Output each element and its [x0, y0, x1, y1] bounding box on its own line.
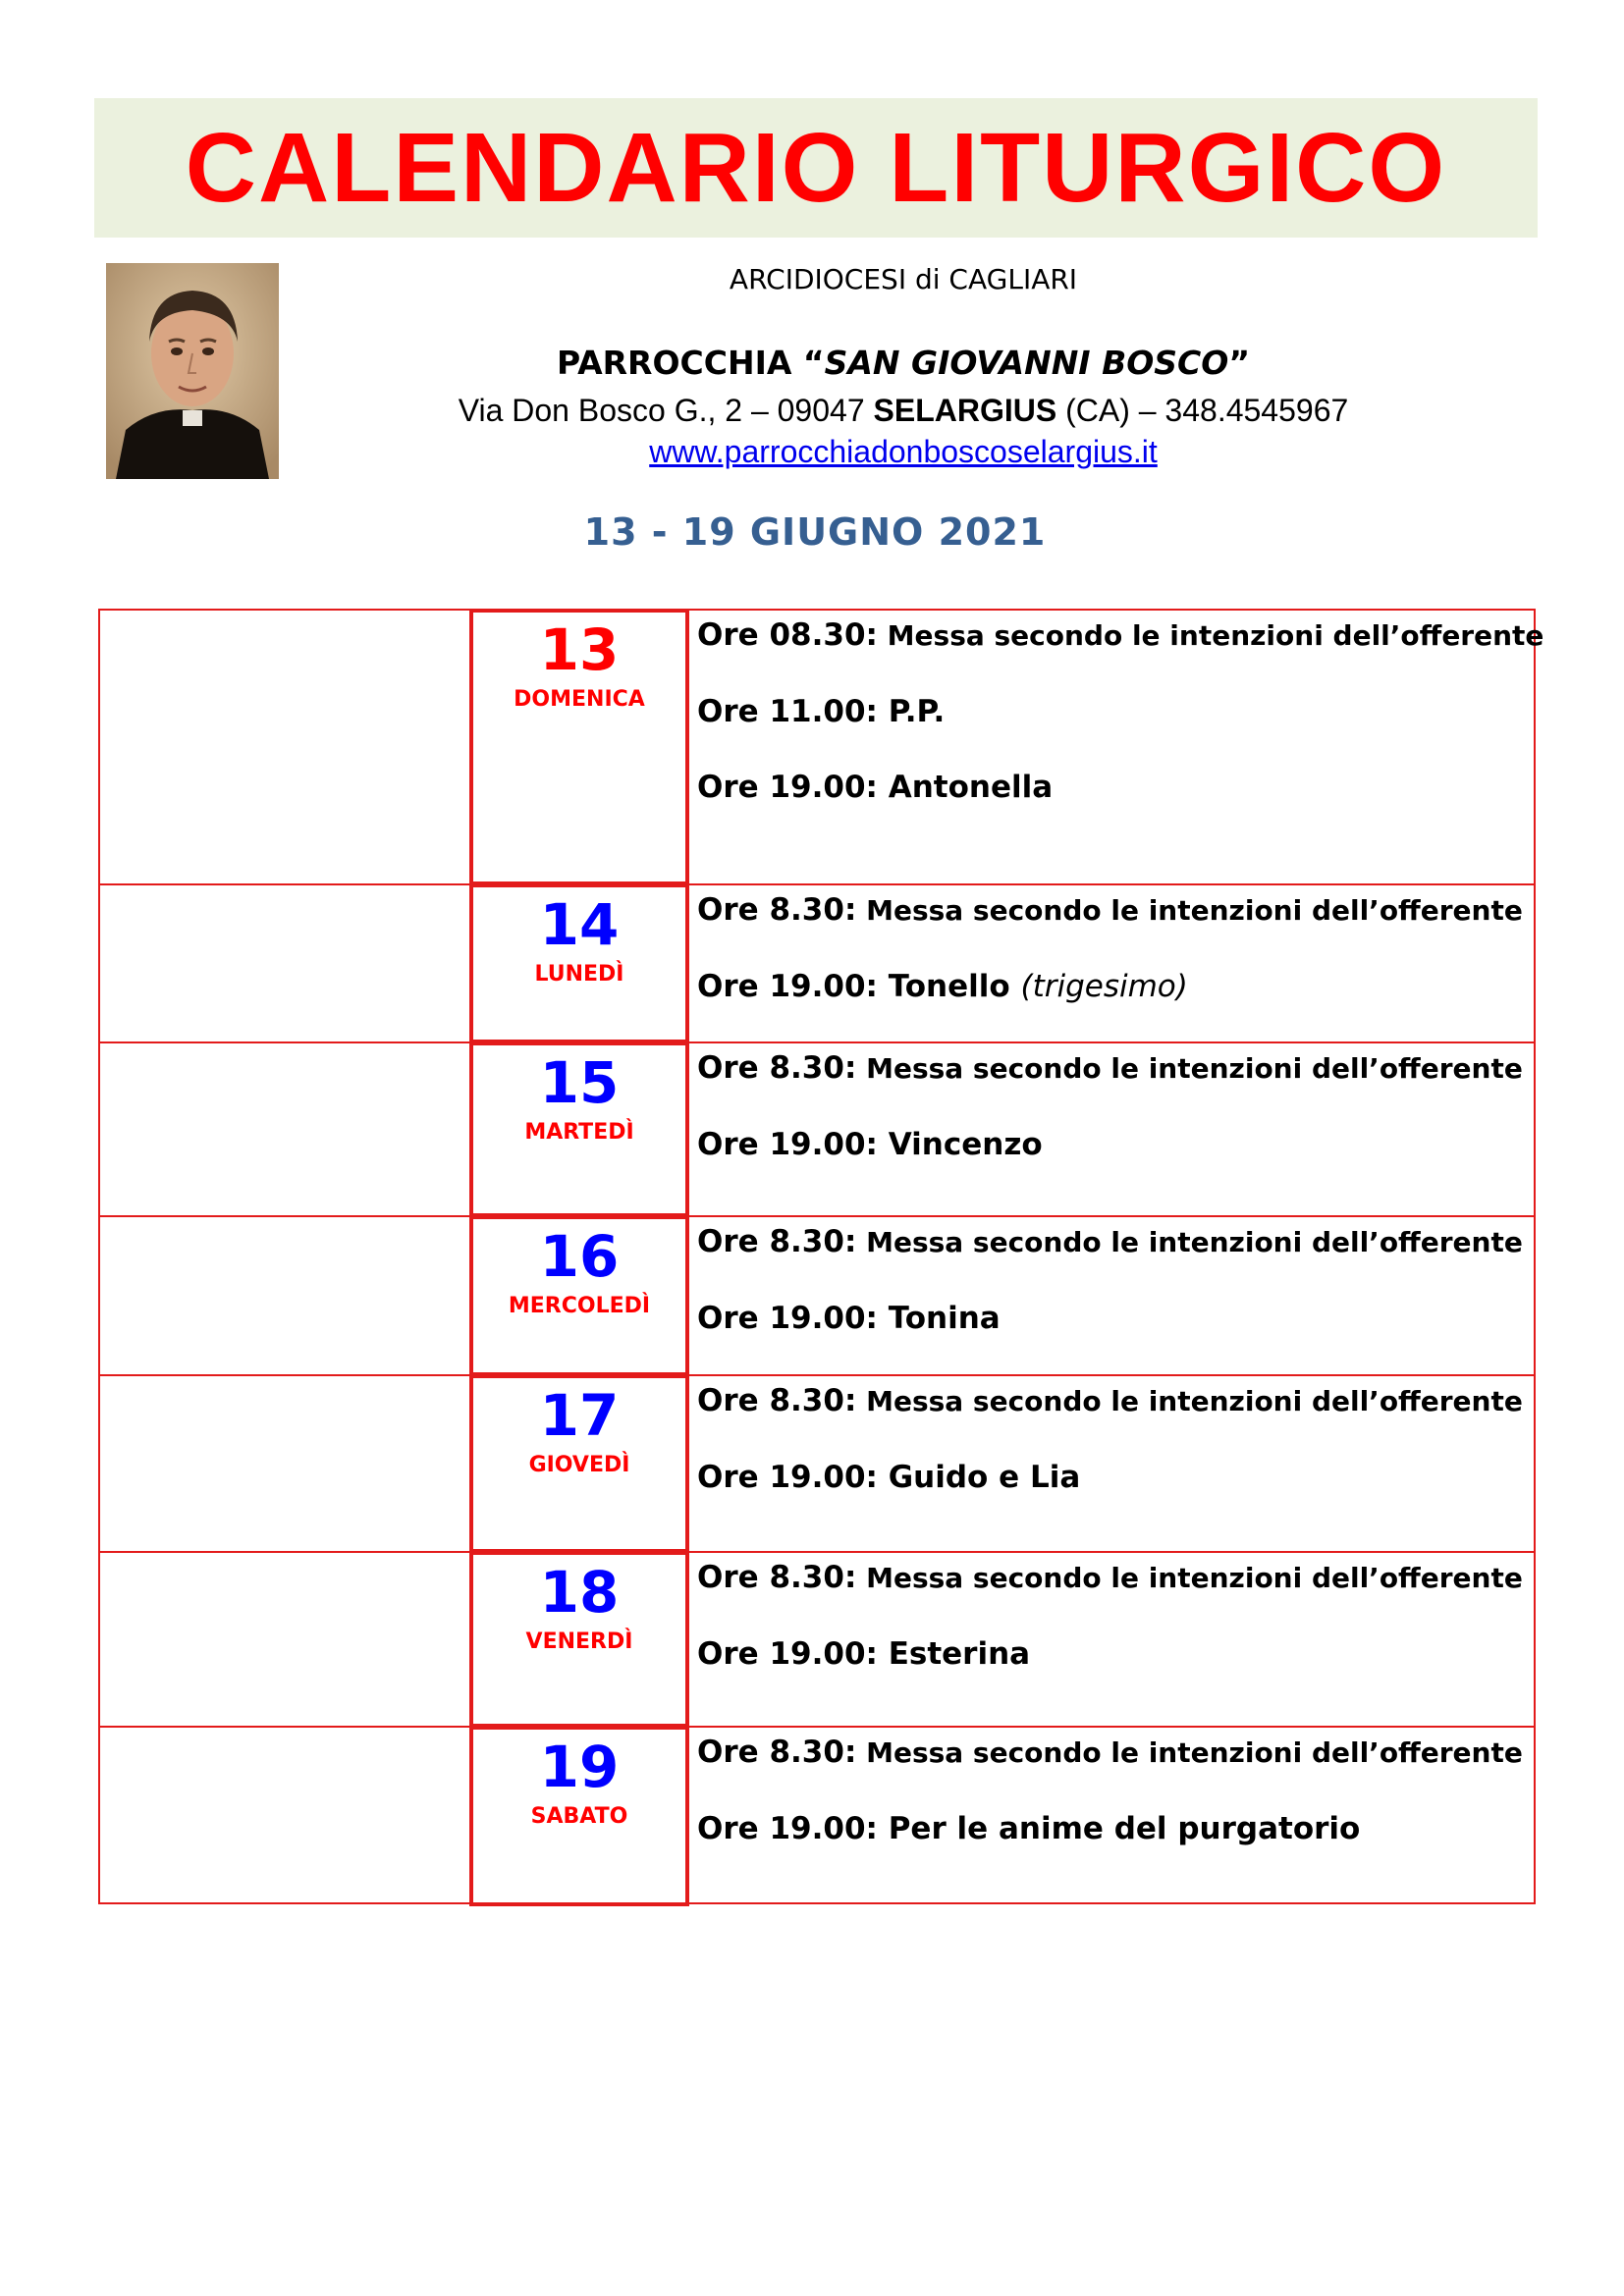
day-cell: [469, 1215, 689, 1376]
mass-entry: [697, 1633, 1524, 1675]
parish-address: [353, 393, 1453, 429]
day-name: LUNEDÌ: [534, 962, 624, 987]
day-name: GIOVEDÌ: [528, 1453, 630, 1477]
mass-entry: [697, 1298, 1524, 1339]
mass-intention: Messa secondo le intenzioni dell’offerente: [877, 619, 1544, 652]
mass-time: Ore 8.30:: [697, 1050, 857, 1086]
day-cell: [469, 1041, 689, 1217]
mass-list: [697, 1047, 1524, 1200]
mass-time: Ore 8.30:: [697, 1560, 857, 1595]
mass-time: Ore 19.00:: [697, 1636, 878, 1672]
day-cell: [469, 1374, 689, 1553]
mass-entry: [697, 1808, 1524, 1849]
day-cell: [469, 883, 689, 1043]
day-name: SABATO: [530, 1804, 628, 1829]
table-row: [100, 1726, 1534, 1904]
day-cell: [469, 609, 689, 885]
table-row: [100, 883, 1534, 1041]
mass-entry: [697, 614, 1544, 657]
page-title: CALENDARIO LITURGICO: [185, 113, 1447, 223]
day-name: MARTEDÌ: [524, 1120, 634, 1145]
parish-title: [412, 344, 1394, 382]
mass-intention: Messa secondo le intenzioni dell’offerente: [856, 1736, 1523, 1769]
day-number: 14: [539, 891, 620, 958]
schedule-table: [98, 609, 1544, 1904]
day-number: 13: [539, 616, 620, 683]
day-number: 18: [539, 1559, 620, 1626]
mass-entry: [697, 767, 1524, 808]
day-name: DOMENICA: [514, 687, 645, 712]
mass-time: Ore 08.30:: [697, 617, 878, 653]
mass-intention: Messa secondo le intenzioni dell’offerente: [856, 894, 1523, 927]
day-number: 17: [539, 1382, 620, 1449]
mass-time: Ore 19.00:: [697, 1127, 878, 1162]
mass-intention: Messa secondo le intenzioni dell’offerente: [856, 1562, 1523, 1594]
day-cell: [469, 1726, 689, 1906]
mass-time: Ore 11.00:: [697, 694, 878, 729]
mass-entry: [697, 966, 1524, 1007]
mass-list: [697, 889, 1524, 1041]
mass-entry: [697, 1047, 1524, 1090]
day-cell: [469, 1551, 689, 1728]
mass-list: [697, 614, 1544, 842]
table-row: [100, 1374, 1534, 1551]
parish-suffix: ”: [1228, 344, 1251, 382]
mass-intention: Vincenzo: [877, 1127, 1043, 1162]
address-city: SELARGIUS: [873, 393, 1057, 428]
mass-time: Ore 19.00: [697, 770, 866, 805]
day-name: MERCOLEDÌ: [508, 1294, 651, 1318]
title-banner: [94, 98, 1538, 238]
address-phone: (CA) – 348.4545967: [1056, 393, 1349, 428]
day-number: 15: [539, 1049, 620, 1116]
mass-list: [697, 1732, 1524, 1884]
website-link[interactable]: www.parrocchiadonboscoselargius.it: [649, 434, 1158, 469]
mass-entry: [697, 889, 1524, 932]
mass-time: Ore 8.30:: [697, 1224, 857, 1259]
mass-intention: Messa secondo le intenzioni dell’offerente: [856, 1385, 1523, 1417]
parish-name: SAN GIOVANNI BOSCO: [824, 344, 1229, 382]
table-row: [100, 611, 1544, 883]
mass-time: Ore 8.30:: [697, 892, 857, 928]
mass-intention: Guido e Lia: [877, 1460, 1081, 1495]
mass-entry: [697, 691, 1524, 732]
parish-prefix: PARROCCHIA “: [556, 344, 825, 382]
mass-entry: [697, 1732, 1524, 1774]
day-name: VENERDÌ: [525, 1629, 633, 1654]
day-number: 16: [539, 1223, 620, 1290]
mass-list: [697, 1557, 1524, 1709]
diocese-label: ARCIDIOCESI di CAGLIARI: [729, 263, 1078, 295]
mass-intention: : Tonello: [865, 969, 1021, 1004]
mass-entry: [697, 1124, 1524, 1165]
mass-time: Ore 8.30:: [697, 1383, 857, 1418]
mass-note: (trigesimo): [1020, 969, 1188, 1004]
mass-intention: Per le anime del purgatorio: [877, 1811, 1361, 1846]
mass-intention: Esterina: [877, 1636, 1031, 1672]
mass-list: [697, 1221, 1524, 1373]
mass-entry: [697, 1221, 1524, 1263]
day-number: 19: [539, 1734, 620, 1800]
mass-intention: Messa secondo le intenzioni dell’offerente: [856, 1226, 1523, 1258]
table-row: [100, 1041, 1534, 1215]
mass-intention: Messa secondo le intenzioni dell’offerente: [856, 1052, 1523, 1085]
mass-intention: Tonina: [877, 1301, 1001, 1336]
mass-time: Ore 19.00: [697, 969, 866, 1004]
mass-entry: [697, 1557, 1524, 1599]
portrait-image: [106, 263, 279, 479]
mass-intention: : Antonella: [865, 770, 1054, 805]
mass-intention: P.P.: [877, 694, 946, 729]
mass-time: Ore 19.00:: [697, 1460, 878, 1495]
address-street: Via Don Bosco G., 2 – 09047: [458, 393, 874, 428]
mass-entry: [697, 1457, 1524, 1498]
table-row: [100, 1215, 1534, 1374]
mass-entry: [697, 1380, 1524, 1422]
mass-time: Ore 8.30:: [697, 1735, 857, 1770]
mass-list: [697, 1380, 1524, 1532]
mass-time: Ore 19.00:: [697, 1811, 878, 1846]
week-range: 13 - 19 GIUGNO 2021: [583, 510, 1047, 554]
saint-portrait: [106, 263, 279, 479]
mass-time: Ore 19.00:: [697, 1301, 878, 1336]
table-row: [100, 1551, 1534, 1726]
